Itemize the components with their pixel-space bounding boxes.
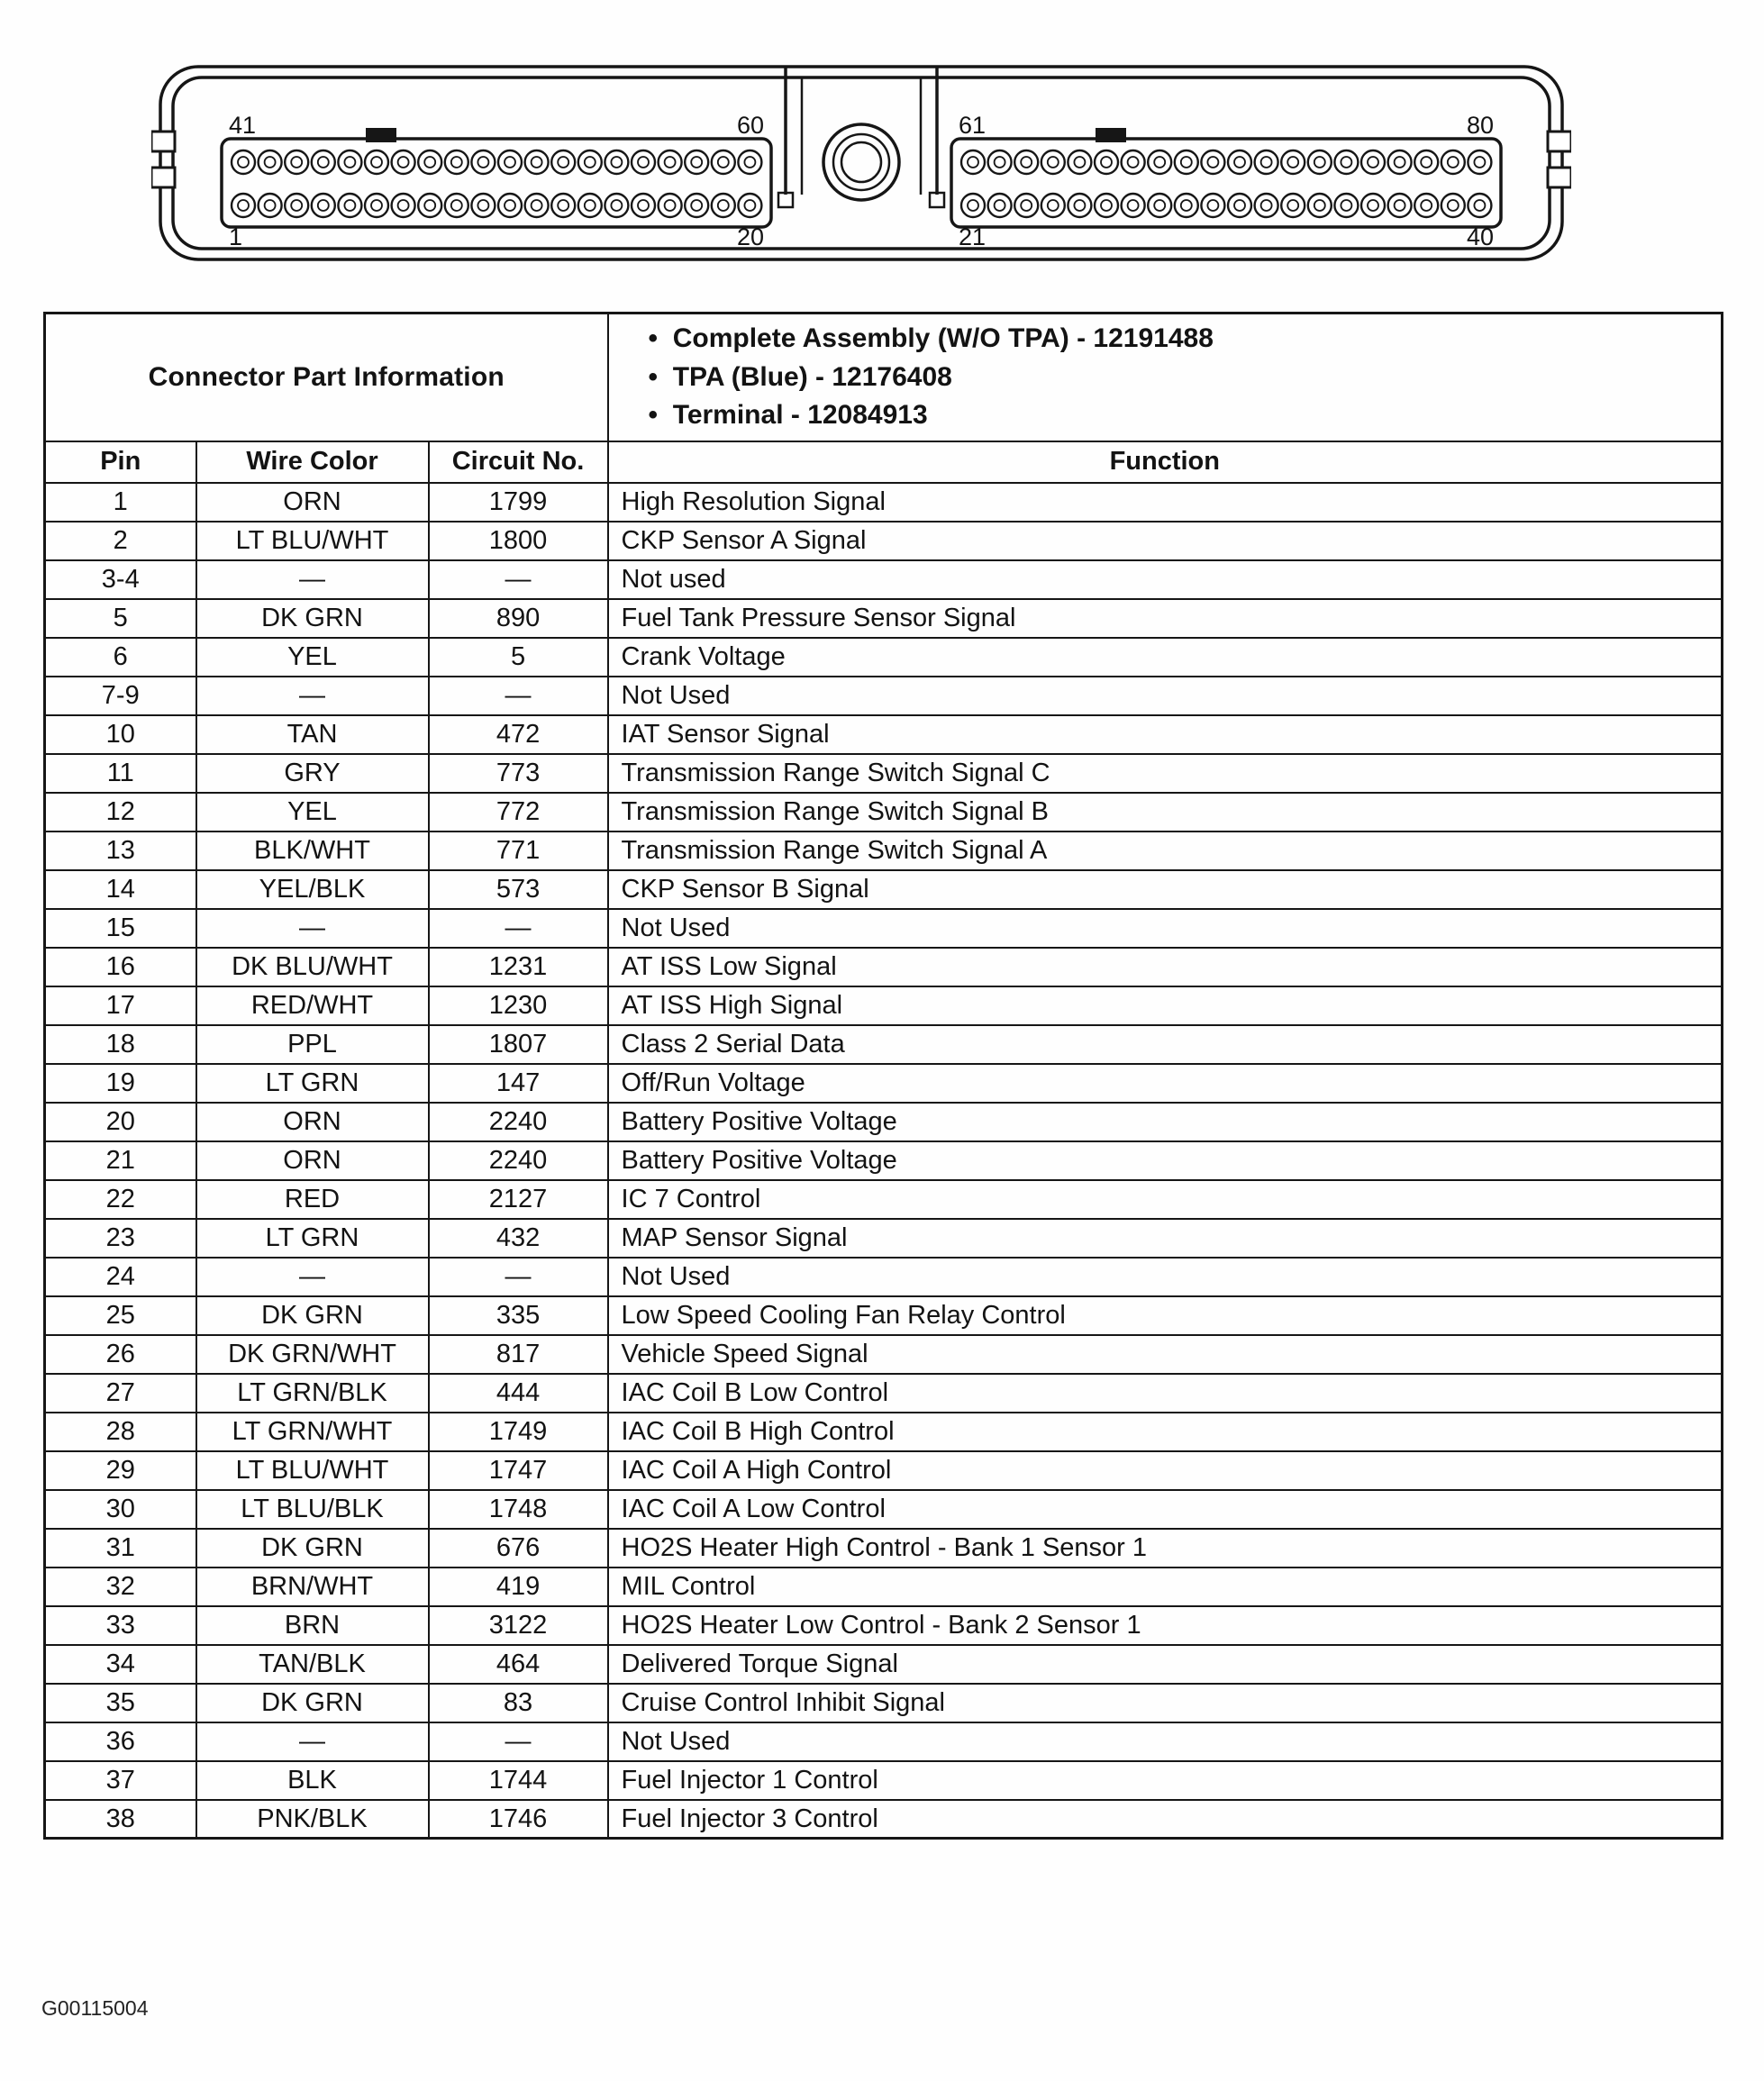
terminal-pin: [1308, 150, 1332, 174]
pin-cell: 22: [45, 1180, 196, 1219]
circuit-no-cell: 1231: [429, 948, 608, 986]
function-cell: Fuel Tank Pressure Sensor Signal: [608, 599, 1723, 638]
terminal-pin: [1201, 150, 1224, 174]
part-number-item: • Terminal - 12084913: [649, 396, 1713, 435]
terminal-pin: [285, 150, 308, 174]
terminal-pin: [605, 150, 628, 174]
circuit-no-cell: —: [429, 1722, 608, 1761]
terminal-pin: [525, 150, 549, 174]
terminal-pin: [1361, 194, 1385, 217]
function-cell: Not Used: [608, 1722, 1723, 1761]
terminal-pin: [1014, 150, 1038, 174]
table-row: [45, 1219, 1723, 1258]
side-tab-left-upper: [151, 132, 175, 151]
wire-color-cell: RED/WHT: [196, 986, 429, 1025]
circuit-no-cell: 1799: [429, 483, 608, 522]
pin-cell: 34: [45, 1645, 196, 1684]
terminal-pin: [738, 150, 761, 174]
circuit-no-cell: 2240: [429, 1103, 608, 1141]
bolt-hole-inner: [841, 142, 881, 182]
pin-label-20: 20: [736, 223, 764, 250]
wire-color-cell: BRN/WHT: [196, 1568, 429, 1606]
terminal-pin: [498, 194, 522, 217]
circuit-no-cell: 1748: [429, 1490, 608, 1529]
table-row: [45, 1296, 1723, 1335]
pin-cell: 19: [45, 1064, 196, 1103]
table-row: [45, 560, 1723, 599]
side-tab-left-lower: [151, 168, 175, 187]
terminal-pin: [1122, 194, 1145, 217]
pin-cell: 3-4: [45, 560, 196, 599]
terminal-pin: [1308, 194, 1332, 217]
wire-color-cell: ORN: [196, 483, 429, 522]
table-row: [45, 1800, 1723, 1839]
terminal-pin: [1148, 194, 1171, 217]
pin-cell: 20: [45, 1103, 196, 1141]
terminal-pin: [1361, 150, 1385, 174]
table-row: [45, 948, 1723, 986]
pin-label-21: 21: [959, 223, 987, 250]
circuit-no-cell: 335: [429, 1296, 608, 1335]
pin-cell: 25: [45, 1296, 196, 1335]
terminal-pin: [605, 194, 628, 217]
column-header-function: Function: [608, 441, 1723, 483]
table-row: [45, 870, 1723, 909]
pin-label-61: 61: [959, 112, 987, 139]
terminal-pin: [1414, 150, 1438, 174]
function-cell: Not Used: [608, 909, 1723, 948]
pin-label-40: 40: [1466, 223, 1494, 250]
circuit-no-cell: 1746: [429, 1800, 608, 1839]
pin-cell: 30: [45, 1490, 196, 1529]
table-row: [45, 1374, 1723, 1413]
terminal-pin: [738, 194, 761, 217]
function-cell: Fuel Injector 3 Control: [608, 1800, 1723, 1839]
side-tab-right-upper: [1548, 132, 1571, 151]
terminal-pin: [1441, 150, 1465, 174]
function-cell: CKP Sensor A Signal: [608, 522, 1723, 560]
table-row: [45, 715, 1723, 754]
part-number-item: • Complete Assembly (W/O TPA) - 12191488: [649, 320, 1713, 359]
table-row: [45, 1722, 1723, 1761]
wire-color-cell: LT GRN: [196, 1219, 429, 1258]
table-row: [45, 1490, 1723, 1529]
terminal-row-61-80: [961, 150, 1491, 174]
terminal-pin: [1388, 194, 1412, 217]
circuit-no-cell: 772: [429, 793, 608, 831]
circuit-no-cell: —: [429, 1258, 608, 1296]
terminal-pin: [418, 194, 441, 217]
circuit-no-cell: 2240: [429, 1141, 608, 1180]
function-cell: High Resolution Signal: [608, 483, 1723, 522]
table-row: [45, 1413, 1723, 1451]
function-cell: IAC Coil A High Control: [608, 1451, 1723, 1490]
column-header-wire: Wire Color: [196, 441, 429, 483]
table-row: [45, 1025, 1723, 1064]
pin-label-80: 80: [1466, 112, 1494, 139]
terminal-pin: [685, 194, 708, 217]
wire-color-cell: —: [196, 1722, 429, 1761]
wire-color-cell: DK GRN: [196, 599, 429, 638]
table-row: [45, 522, 1723, 560]
terminal-pin: [1041, 150, 1065, 174]
keying-notch-left: [366, 128, 396, 142]
pin-cell: 13: [45, 831, 196, 870]
table-row: [45, 986, 1723, 1025]
circuit-no-cell: 147: [429, 1064, 608, 1103]
terminal-pin: [418, 150, 441, 174]
pin-cell: 37: [45, 1761, 196, 1800]
circuit-no-cell: 890: [429, 599, 608, 638]
terminal-pin: [1122, 150, 1145, 174]
function-cell: CKP Sensor B Signal: [608, 870, 1723, 909]
terminal-pin: [1068, 194, 1091, 217]
table-row: [45, 1141, 1723, 1180]
pinout-table-body: [45, 483, 1723, 1839]
terminal-pin: [338, 194, 361, 217]
terminal-pin: [365, 150, 388, 174]
table-row: [45, 638, 1723, 677]
function-cell: Transmission Range Switch Signal C: [608, 754, 1723, 793]
function-cell: IAC Coil B Low Control: [608, 1374, 1723, 1413]
wire-color-cell: YEL: [196, 793, 429, 831]
terminal-pin: [712, 150, 735, 174]
pin-cell: 11: [45, 754, 196, 793]
terminal-row-41-60: [232, 150, 761, 174]
pin-cell: 32: [45, 1568, 196, 1606]
terminal-pin: [1255, 194, 1278, 217]
terminal-pin: [365, 194, 388, 217]
wire-color-cell: ORN: [196, 1141, 429, 1180]
circuit-no-cell: 5: [429, 638, 608, 677]
function-cell: MAP Sensor Signal: [608, 1219, 1723, 1258]
circuit-no-cell: 83: [429, 1684, 608, 1722]
terminal-pin: [232, 194, 255, 217]
circuit-no-cell: 817: [429, 1335, 608, 1374]
pin-cell: 14: [45, 870, 196, 909]
wire-color-cell: DK GRN: [196, 1296, 429, 1335]
terminal-pin: [445, 194, 468, 217]
circuit-no-cell: 1230: [429, 986, 608, 1025]
table-row: [45, 1684, 1723, 1722]
function-cell: Transmission Range Switch Signal B: [608, 793, 1723, 831]
table-row: [45, 831, 1723, 870]
table-row: [45, 1568, 1723, 1606]
terminal-pin: [1334, 150, 1358, 174]
pin-cell: 1: [45, 483, 196, 522]
wire-color-cell: RED: [196, 1180, 429, 1219]
wire-color-cell: DK GRN/WHT: [196, 1335, 429, 1374]
pin-cell: 6: [45, 638, 196, 677]
wire-color-cell: DK GRN: [196, 1529, 429, 1568]
terminal-pin: [1175, 194, 1198, 217]
function-cell: MIL Control: [608, 1568, 1723, 1606]
pin-cell: 17: [45, 986, 196, 1025]
pin-cell: 38: [45, 1800, 196, 1839]
function-cell: IC 7 Control: [608, 1180, 1723, 1219]
function-cell: Battery Positive Voltage: [608, 1141, 1723, 1180]
wire-color-cell: DK GRN: [196, 1684, 429, 1722]
terminal-pin: [1414, 194, 1438, 217]
column-header-row: [45, 441, 1723, 483]
function-cell: Battery Positive Voltage: [608, 1103, 1723, 1141]
function-cell: IAT Sensor Signal: [608, 715, 1723, 754]
function-cell: Cruise Control Inhibit Signal: [608, 1684, 1723, 1722]
terminal-pin: [1281, 194, 1305, 217]
pin-cell: 31: [45, 1529, 196, 1568]
terminal-pin: [471, 150, 495, 174]
terminal-pin: [259, 150, 282, 174]
circuit-no-cell: 773: [429, 754, 608, 793]
column-header-circuit: Circuit No.: [429, 441, 608, 483]
terminal-row-1-20: [232, 194, 761, 217]
column-header-pin: Pin: [45, 441, 196, 483]
function-cell: Vehicle Speed Signal: [608, 1335, 1723, 1374]
function-cell: Not used: [608, 560, 1723, 599]
terminal-pin: [1041, 194, 1065, 217]
terminal-pin: [1068, 150, 1091, 174]
table-row: [45, 599, 1723, 638]
pin-cell: 12: [45, 793, 196, 831]
terminal-pin: [1148, 150, 1171, 174]
wire-color-cell: TAN/BLK: [196, 1645, 429, 1684]
wire-color-cell: LT GRN/WHT: [196, 1413, 429, 1451]
bolt-hole-outer: [823, 124, 899, 200]
circuit-no-cell: 676: [429, 1529, 608, 1568]
table-row: [45, 677, 1723, 715]
terminal-pin: [259, 194, 282, 217]
terminal-pin: [1095, 150, 1118, 174]
pin-cell: 33: [45, 1606, 196, 1645]
circuit-no-cell: 771: [429, 831, 608, 870]
terminal-pin: [988, 194, 1012, 217]
table-row: [45, 1606, 1723, 1645]
function-cell: HO2S Heater High Control - Bank 1 Sensor 1: [608, 1529, 1723, 1568]
circuit-no-cell: 472: [429, 715, 608, 754]
terminal-pin: [232, 150, 255, 174]
terminal-pin: [1468, 150, 1491, 174]
terminal-pin: [1228, 150, 1251, 174]
wire-color-cell: BRN: [196, 1606, 429, 1645]
function-cell: Not Used: [608, 1258, 1723, 1296]
function-cell: Crank Voltage: [608, 638, 1723, 677]
wire-color-cell: LT BLU/WHT: [196, 1451, 429, 1490]
table-row: [45, 483, 1723, 522]
table-row: [45, 1451, 1723, 1490]
circuit-no-cell: 1749: [429, 1413, 608, 1451]
terminal-pin: [1388, 150, 1412, 174]
pin-cell: 7-9: [45, 677, 196, 715]
terminal-pin: [1468, 194, 1491, 217]
table-row: [45, 1258, 1723, 1296]
pin-label-1: 1: [229, 223, 243, 250]
connector-svg: [151, 59, 1571, 270]
terminal-pin: [578, 150, 602, 174]
function-cell: Class 2 Serial Data: [608, 1025, 1723, 1064]
table-row: [45, 793, 1723, 831]
wire-color-cell: LT BLU/BLK: [196, 1490, 429, 1529]
terminal-row-21-40: [961, 194, 1491, 217]
table-row: [45, 1645, 1723, 1684]
table-row: [45, 754, 1723, 793]
terminal-pin: [1281, 150, 1305, 174]
circuit-no-cell: —: [429, 560, 608, 599]
circuit-no-cell: 464: [429, 1645, 608, 1684]
wire-color-cell: ORN: [196, 1103, 429, 1141]
pin-cell: 36: [45, 1722, 196, 1761]
terminal-pin: [1201, 194, 1224, 217]
table-row: [45, 1335, 1723, 1374]
terminal-pin: [1441, 194, 1465, 217]
part-numbers-cell: [608, 314, 1723, 441]
terminal-pin: [988, 150, 1012, 174]
terminal-pin: [712, 194, 735, 217]
terminal-pin: [1228, 194, 1251, 217]
terminal-pin: [1255, 150, 1278, 174]
circuit-no-cell: 444: [429, 1374, 608, 1413]
terminal-pin: [312, 150, 335, 174]
wire-color-cell: YEL/BLK: [196, 870, 429, 909]
part-number-item: • TPA (Blue) - 12176408: [649, 359, 1713, 397]
wire-color-cell: —: [196, 909, 429, 948]
wire-color-cell: YEL: [196, 638, 429, 677]
table-row: [45, 1064, 1723, 1103]
function-cell: IAC Coil B High Control: [608, 1413, 1723, 1451]
pin-cell: 18: [45, 1025, 196, 1064]
circuit-no-cell: —: [429, 677, 608, 715]
table-row: [45, 909, 1723, 948]
bolt-housing-foot-left: [778, 193, 793, 207]
terminal-pin: [685, 150, 708, 174]
circuit-no-cell: 432: [429, 1219, 608, 1258]
terminal-pin: [961, 194, 985, 217]
wire-color-cell: —: [196, 1258, 429, 1296]
function-cell: Not Used: [608, 677, 1723, 715]
terminal-pin: [659, 150, 682, 174]
pinout-table: [43, 312, 1723, 1840]
function-cell: Delivered Torque Signal: [608, 1645, 1723, 1684]
terminal-pin: [1175, 150, 1198, 174]
terminal-pin: [498, 150, 522, 174]
pin-cell: 15: [45, 909, 196, 948]
terminal-pin: [392, 194, 415, 217]
terminal-pin: [551, 194, 575, 217]
terminal-pin: [659, 194, 682, 217]
terminal-pin: [445, 150, 468, 174]
table-row: [45, 1103, 1723, 1141]
pin-cell: 5: [45, 599, 196, 638]
bolt-housing-foot-right: [930, 193, 944, 207]
wire-color-cell: GRY: [196, 754, 429, 793]
function-cell: Fuel Injector 1 Control: [608, 1761, 1723, 1800]
function-cell: Low Speed Cooling Fan Relay Control: [608, 1296, 1723, 1335]
wire-color-cell: PPL: [196, 1025, 429, 1064]
wire-color-cell: LT GRN/BLK: [196, 1374, 429, 1413]
wire-color-cell: PNK/BLK: [196, 1800, 429, 1839]
terminal-pin: [578, 194, 602, 217]
function-cell: IAC Coil A Low Control: [608, 1490, 1723, 1529]
function-cell: AT ISS Low Signal: [608, 948, 1723, 986]
table-row: [45, 1761, 1723, 1800]
terminal-pin: [525, 194, 549, 217]
pin-cell: 27: [45, 1374, 196, 1413]
keying-notch-right: [1096, 128, 1126, 142]
circuit-no-cell: 1747: [429, 1451, 608, 1490]
circuit-no-cell: 1744: [429, 1761, 608, 1800]
wire-color-cell: BLK/WHT: [196, 831, 429, 870]
terminal-pin: [1095, 194, 1118, 217]
circuit-no-cell: —: [429, 909, 608, 948]
circuit-no-cell: 3122: [429, 1606, 608, 1645]
connector-diagram: [151, 59, 1571, 270]
circuit-no-cell: 1800: [429, 522, 608, 560]
pin-cell: 21: [45, 1141, 196, 1180]
function-cell: Off/Run Voltage: [608, 1064, 1723, 1103]
terminal-pin: [312, 194, 335, 217]
circuit-no-cell: 1807: [429, 1025, 608, 1064]
terminal-pin: [632, 150, 655, 174]
function-cell: Transmission Range Switch Signal A: [608, 831, 1723, 870]
terminal-pin: [961, 150, 985, 174]
pin-cell: 35: [45, 1684, 196, 1722]
terminal-pin: [551, 150, 575, 174]
pin-cell: 10: [45, 715, 196, 754]
terminal-pin: [1334, 194, 1358, 217]
pin-cell: 24: [45, 1258, 196, 1296]
table-row: [45, 1180, 1723, 1219]
figure-id: G00115004: [41, 1996, 149, 2020]
side-tab-right-lower: [1548, 168, 1571, 187]
pin-cell: 26: [45, 1335, 196, 1374]
wire-color-cell: BLK: [196, 1761, 429, 1800]
pin-cell: 29: [45, 1451, 196, 1490]
wire-color-cell: —: [196, 560, 429, 599]
wire-color-cell: —: [196, 677, 429, 715]
pin-cell: 16: [45, 948, 196, 986]
terminal-pin: [632, 194, 655, 217]
terminal-pin: [285, 194, 308, 217]
wire-color-cell: LT GRN: [196, 1064, 429, 1103]
circuit-no-cell: 2127: [429, 1180, 608, 1219]
part-info-row: [45, 314, 1723, 441]
wire-color-cell: DK BLU/WHT: [196, 948, 429, 986]
pin-cell: 28: [45, 1413, 196, 1451]
pin-label-41: 41: [229, 112, 257, 139]
wire-color-cell: TAN: [196, 715, 429, 754]
part-numbers-list: [649, 320, 1713, 435]
circuit-no-cell: 573: [429, 870, 608, 909]
table-row: [45, 1529, 1723, 1568]
terminal-pin: [1014, 194, 1038, 217]
circuit-no-cell: 419: [429, 1568, 608, 1606]
pin-label-60: 60: [736, 112, 764, 139]
pin-cell: 2: [45, 522, 196, 560]
terminal-pin: [471, 194, 495, 217]
wire-color-cell: LT BLU/WHT: [196, 522, 429, 560]
terminal-pin: [392, 150, 415, 174]
pin-cell: 23: [45, 1219, 196, 1258]
function-cell: HO2S Heater Low Control - Bank 2 Sensor 1: [608, 1606, 1723, 1645]
terminal-pin: [338, 150, 361, 174]
part-info-title: Connector Part Information: [45, 314, 608, 441]
function-cell: AT ISS High Signal: [608, 986, 1723, 1025]
